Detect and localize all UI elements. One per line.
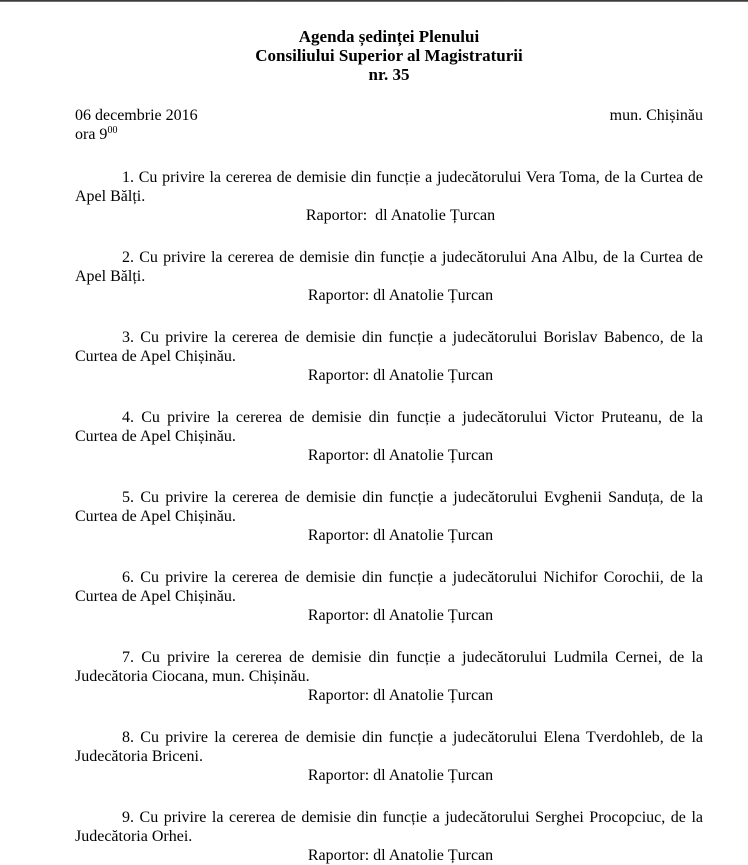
document-title	[75, 27, 703, 84]
agenda-item-text: 2. Cu privire la cererea de demisie din funcție a judecătorului Ana Albu, de la Curtea de Apel Bălți.	[75, 249, 703, 285]
agenda-item-text: 5. Cu privire la cererea de demisie din funcție a judecătorului Evghenii Sanduța, de la Curtea de Apel Chișinău.	[75, 489, 703, 525]
agenda-item-text: 7. Cu privire la cererea de demisie din funcție a judecătorului Ludmila Cernei, de la Judecătoria Ciocana, mun. Chișinău.	[75, 649, 703, 685]
meta-row	[75, 106, 703, 125]
agenda-item	[75, 408, 703, 465]
agenda-item	[75, 488, 703, 545]
session-location: mun. Chișinău	[609, 107, 703, 124]
agenda-item-text: 1. Cu privire la cererea de demisie din funcție a judecătorului Vera Toma, de la Curtea de Apel Bălți.	[75, 169, 703, 205]
agenda-item	[75, 568, 703, 625]
agenda-item-raportor: Raportor: dl Anatolie Țurcan	[307, 287, 494, 304]
agenda-item-raportor: Raportor: dl Anatolie Țurcan	[307, 447, 494, 464]
title-line-number: nr. 35	[368, 65, 410, 84]
agenda-items	[75, 168, 703, 865]
agenda-item	[75, 248, 703, 305]
agenda-item	[75, 328, 703, 385]
agenda-item-raportor: Raportor: dl Anatolie Țurcan	[305, 207, 496, 224]
agenda-item-text: 4. Cu privire la cererea de demisie din funcție a judecătorului Victor Pruteanu, de la Curtea de Apel Chișinău.	[75, 409, 703, 445]
agenda-item-raportor: Raportor: dl Anatolie Țurcan	[307, 607, 494, 624]
title-line-session: Agenda ședinței Plenului	[298, 27, 480, 46]
session-date: 06 decembrie 2016	[75, 107, 198, 124]
agenda-item	[75, 648, 703, 705]
document-header	[75, 27, 703, 144]
agenda-item	[75, 808, 703, 865]
pdf-page	[0, 2, 748, 865]
agenda-item	[75, 168, 703, 225]
session-time	[75, 125, 703, 144]
title-line-institution: Consiliului Superior al Magistraturii	[255, 46, 523, 65]
agenda-item-raportor: Raportor: dl Anatolie Țurcan	[307, 367, 494, 384]
agenda-item-text: 6. Cu privire la cererea de demisie din funcție a judecătorului Nichifor Corochii, de la Curtea de Apel Chișinău.	[75, 569, 703, 605]
agenda-item-text: 3. Cu privire la cererea de demisie din funcție a judecătorului Borislav Babenco, de la Curtea de Apel Chișinău.	[75, 329, 703, 365]
agenda-item-raportor: Raportor: dl Anatolie Țurcan	[307, 527, 494, 544]
agenda-item-raportor: Raportor: dl Anatolie Țurcan	[307, 767, 494, 784]
agenda-item-raportor: Raportor: dl Anatolie Țurcan	[307, 687, 494, 704]
agenda-item-text: 9. Cu privire la cererea de demisie din funcție a judecătorului Serghei Procopciuc, de la Judecătoria Orhei.	[75, 809, 703, 845]
agenda-item-raportor: Raportor: dl Anatolie Țurcan	[307, 847, 494, 864]
session-time-superscript: 00	[107, 125, 118, 136]
agenda-item	[75, 728, 703, 785]
agenda-item-text: 8. Cu privire la cererea de demisie din funcție a judecătorului Elena Tverdohleb, de la Judecătoria Briceni.	[75, 729, 703, 765]
session-time-text: ora 9	[75, 126, 108, 143]
